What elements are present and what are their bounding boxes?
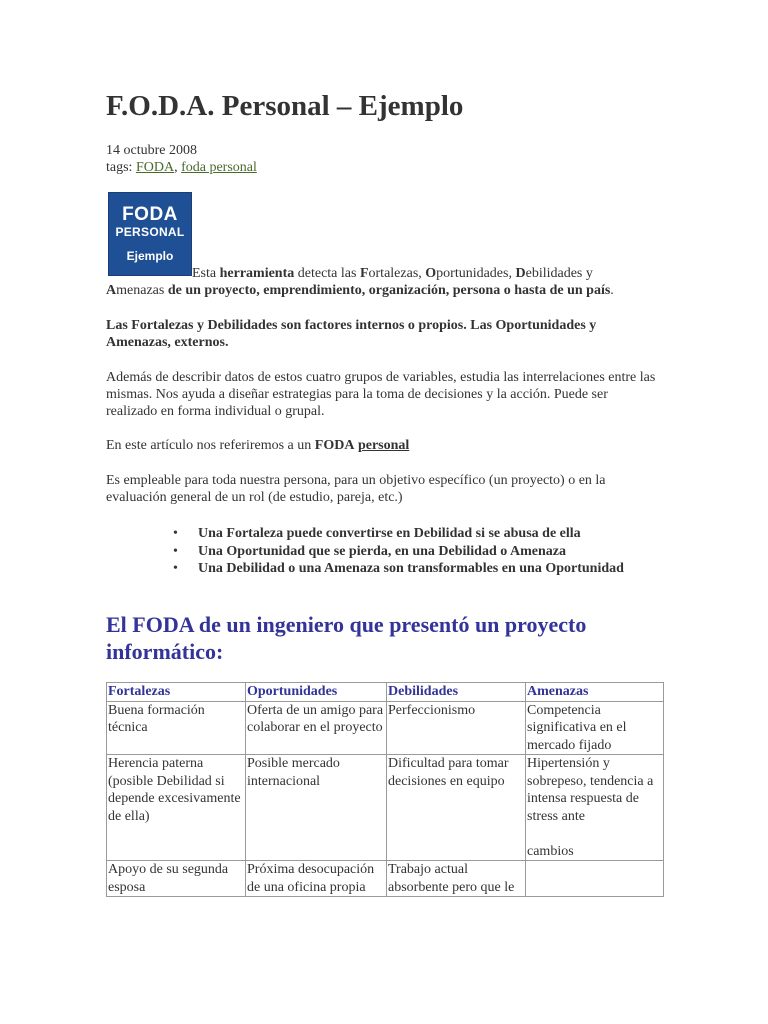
column-header-debilidades: Debilidades <box>387 683 526 702</box>
tags-label: tags: <box>106 160 136 175</box>
list-item: • Una Oportunidad que se pierda, en una Debilidad o Amenaza <box>198 543 718 561</box>
table-row <box>107 861 664 897</box>
post-meta <box>106 142 257 176</box>
table-row <box>107 755 664 861</box>
tips-list <box>106 525 718 578</box>
table-cell: Posible mercado internacional <box>246 755 387 861</box>
table-cell: Apoyo de su segunda esposa <box>107 861 246 897</box>
article-scope-paragraph: En este artículo nos referiremos a un FODA personal <box>106 438 410 453</box>
table-cell: Buena formación técnica <box>107 701 246 755</box>
table-cell <box>526 861 664 897</box>
internal-external-paragraph: Las Fortalezas y Debilidades son factores internos o propios. Las Oportunidades y Amenazas, externos. <box>106 318 597 350</box>
foda-table <box>106 682 664 897</box>
list-item: • Una Debilidad o una Amenaza son transformables en una Oportunidad <box>198 560 718 578</box>
table-cell: Competencia significativa en el mercado fijado <box>526 701 664 755</box>
logo-line-foda: FODA <box>122 204 178 225</box>
table-cell: Trabajo actual absorbente pero que le <box>387 861 526 897</box>
table-cell: Dificultad para tomar decisiones en equipo <box>387 755 526 861</box>
section-heading: El FODA de un ingeniero que presentó un proyecto informático: <box>106 612 587 664</box>
post-date: 14 octubre 2008 <box>106 143 197 158</box>
table-cell: Herencia paterna (posible Debilidad si depende excesivamente de ella) <box>107 755 246 861</box>
foda-personal-logo-image <box>108 192 192 276</box>
tag-link-foda[interactable]: FODA <box>135 160 175 175</box>
usage-paragraph: Es empleable para toda nuestra persona, para un objetivo específico (un proyecto) o en la evaluación general de un rol (de estudio, pareja, etc.) <box>106 473 606 505</box>
description-paragraph: Además de describir datos de estos cuatro grupos de variables, estudia las interrelaciones entre las mismas. Nos ayuda a diseñar estrategias para la toma de decisiones y la acción. Puede ser realizado en forma individual o grupal. <box>106 370 656 419</box>
tag-separator: , <box>174 160 182 175</box>
logo-line-ejemplo: Ejemplo <box>126 249 174 263</box>
intro-paragraph: Esta herramienta detecta las Fortalezas, Oportunidades, Debilidades y Amenazas de un proyecto, emprendimiento, organización, persona o hasta de un país. <box>106 266 614 298</box>
page-title: F.O.D.A. Personal – Ejemplo <box>106 90 464 122</box>
table-cell: Perfeccionismo <box>387 701 526 755</box>
table-row <box>107 701 664 755</box>
table-cell: Próxima desocupación de una oficina propia <box>246 861 387 897</box>
column-header-oportunidades: Oportunidades <box>246 683 387 702</box>
tag-link-foda-personal[interactable]: foda personal <box>181 160 257 175</box>
table-header-row <box>107 683 664 702</box>
column-header-amenazas: Amenazas <box>526 683 664 702</box>
logo-line-personal: PERSONAL <box>115 225 185 239</box>
column-header-fortalezas: Fortalezas <box>107 683 246 702</box>
personal-link[interactable]: personal <box>357 438 410 453</box>
table-cell: Oferta de un amigo para colaborar en el proyecto <box>246 701 387 755</box>
list-item: • Una Fortaleza puede convertirse en Debilidad si se abusa de ella <box>198 525 718 543</box>
table-cell: Hipertensión y sobrepeso, tendencia a intensa respuesta de stress ante cambios <box>526 755 664 861</box>
